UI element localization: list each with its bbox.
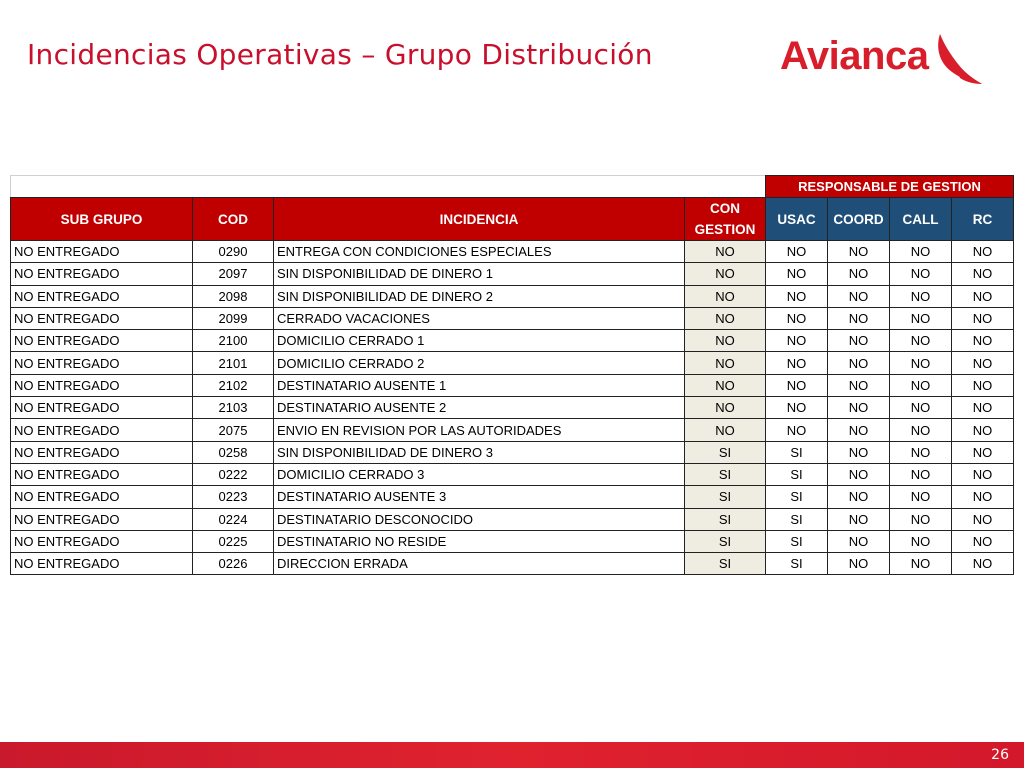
cell-rc: NO (952, 463, 1014, 485)
cell-rc: NO (952, 285, 1014, 307)
cell-incidencia: ENVIO EN REVISION POR LAS AUTORIDADES (274, 419, 685, 441)
cell-coord: NO (828, 330, 890, 352)
table-row (11, 285, 1014, 307)
cell-rc: NO (952, 441, 1014, 463)
cell-sub-grupo: NO ENTREGADO (11, 374, 193, 396)
col-sub-grupo: SUB GRUPO (11, 198, 193, 241)
cell-usac: NO (766, 263, 828, 285)
cell-cod: 0222 (193, 463, 274, 485)
cell-cod: 2100 (193, 330, 274, 352)
cell-con-gestion: NO (685, 352, 766, 374)
table-row (11, 441, 1014, 463)
cell-incidencia: SIN DISPONIBILIDAD DE DINERO 2 (274, 285, 685, 307)
cell-sub-grupo: NO ENTREGADO (11, 463, 193, 485)
slide-title: Incidencias Operativas – Grupo Distribución (27, 38, 653, 71)
cell-sub-grupo: NO ENTREGADO (11, 441, 193, 463)
cell-sub-grupo: NO ENTREGADO (11, 419, 193, 441)
col-rc: RC (952, 198, 1014, 241)
cell-coord: NO (828, 508, 890, 530)
cell-con-gestion: NO (685, 307, 766, 329)
cell-call: NO (890, 374, 952, 396)
table-row (11, 397, 1014, 419)
cell-sub-grupo: NO ENTREGADO (11, 330, 193, 352)
cell-coord: NO (828, 486, 890, 508)
cell-coord: NO (828, 553, 890, 575)
cell-incidencia: DESTINATARIO AUSENTE 1 (274, 374, 685, 396)
cell-con-gestion: SI (685, 441, 766, 463)
cell-rc: NO (952, 352, 1014, 374)
cell-incidencia: ENTREGA CON CONDICIONES ESPECIALES (274, 241, 685, 263)
cell-con-gestion: NO (685, 397, 766, 419)
cell-incidencia: DOMICILIO CERRADO 2 (274, 352, 685, 374)
table-row (11, 330, 1014, 352)
cell-sub-grupo: NO ENTREGADO (11, 530, 193, 552)
page-number: 26 (991, 747, 1009, 763)
cell-usac: NO (766, 285, 828, 307)
cell-usac: SI (766, 508, 828, 530)
cell-usac: NO (766, 419, 828, 441)
cell-sub-grupo: NO ENTREGADO (11, 307, 193, 329)
cell-sub-grupo: NO ENTREGADO (11, 241, 193, 263)
blank-header-cell (11, 176, 766, 198)
incidencias-table (10, 175, 1014, 575)
cell-cod: 0223 (193, 486, 274, 508)
cell-sub-grupo: NO ENTREGADO (11, 486, 193, 508)
cell-cod: 0258 (193, 441, 274, 463)
table-row (11, 463, 1014, 485)
cell-cod: 2098 (193, 285, 274, 307)
table-row (11, 553, 1014, 575)
cell-rc: NO (952, 263, 1014, 285)
cell-usac: SI (766, 553, 828, 575)
cell-call: NO (890, 285, 952, 307)
cell-incidencia: DESTINATARIO AUSENTE 2 (274, 397, 685, 419)
bird-icon (926, 32, 986, 86)
table-row (11, 352, 1014, 374)
cell-cod: 0225 (193, 530, 274, 552)
cell-rc: NO (952, 486, 1014, 508)
cell-con-gestion: NO (685, 374, 766, 396)
cell-coord: NO (828, 263, 890, 285)
cell-con-gestion: NO (685, 285, 766, 307)
table-row (11, 263, 1014, 285)
cell-cod: 2099 (193, 307, 274, 329)
cell-rc: NO (952, 330, 1014, 352)
cell-coord: NO (828, 419, 890, 441)
cell-call: NO (890, 553, 952, 575)
cell-call: NO (890, 352, 952, 374)
cell-sub-grupo: NO ENTREGADO (11, 285, 193, 307)
cell-rc: NO (952, 307, 1014, 329)
cell-incidencia: DIRECCION ERRADA (274, 553, 685, 575)
cell-call: NO (890, 241, 952, 263)
cell-incidencia: DESTINATARIO NO RESIDE (274, 530, 685, 552)
cell-coord: NO (828, 441, 890, 463)
cell-rc: NO (952, 397, 1014, 419)
cell-sub-grupo: NO ENTREGADO (11, 508, 193, 530)
avianca-logo (780, 32, 990, 86)
cell-usac: NO (766, 241, 828, 263)
cell-rc: NO (952, 553, 1014, 575)
cell-call: NO (890, 508, 952, 530)
cell-con-gestion: NO (685, 241, 766, 263)
cell-usac: NO (766, 352, 828, 374)
cell-coord: NO (828, 397, 890, 419)
cell-con-gestion: SI (685, 463, 766, 485)
cell-cod: 2102 (193, 374, 274, 396)
col-con-gestion-line1: CON (710, 201, 740, 216)
cell-con-gestion: NO (685, 419, 766, 441)
cell-call: NO (890, 263, 952, 285)
cell-con-gestion: NO (685, 263, 766, 285)
responsable-header: RESPONSABLE DE GESTION (766, 176, 1014, 198)
cell-coord: NO (828, 241, 890, 263)
cell-incidencia: DESTINATARIO DESCONOCIDO (274, 508, 685, 530)
cell-rc: NO (952, 419, 1014, 441)
cell-usac: NO (766, 397, 828, 419)
cell-coord: NO (828, 463, 890, 485)
cell-call: NO (890, 307, 952, 329)
cell-cod: 2103 (193, 397, 274, 419)
cell-call: NO (890, 330, 952, 352)
column-header-row (11, 198, 1014, 241)
cell-incidencia: DOMICILIO CERRADO 3 (274, 463, 685, 485)
cell-rc: NO (952, 530, 1014, 552)
footer-bar (0, 742, 1024, 768)
cell-call: NO (890, 463, 952, 485)
col-con-gestion (685, 198, 766, 241)
cell-call: NO (890, 530, 952, 552)
cell-cod: 0224 (193, 508, 274, 530)
cell-con-gestion: SI (685, 508, 766, 530)
cell-coord: NO (828, 374, 890, 396)
cell-cod: 2097 (193, 263, 274, 285)
col-cod: COD (193, 198, 274, 241)
cell-usac: NO (766, 374, 828, 396)
cell-incidencia: DOMICILIO CERRADO 1 (274, 330, 685, 352)
cell-usac: SI (766, 486, 828, 508)
cell-incidencia: SIN DISPONIBILIDAD DE DINERO 3 (274, 441, 685, 463)
cell-cod: 2075 (193, 419, 274, 441)
table-row (11, 241, 1014, 263)
cell-call: NO (890, 486, 952, 508)
cell-call: NO (890, 419, 952, 441)
cell-usac: SI (766, 441, 828, 463)
cell-call: NO (890, 441, 952, 463)
cell-rc: NO (952, 508, 1014, 530)
table-row (11, 486, 1014, 508)
logo-text: Avianca (780, 34, 929, 78)
cell-sub-grupo: NO ENTREGADO (11, 263, 193, 285)
cell-sub-grupo: NO ENTREGADO (11, 352, 193, 374)
cell-sub-grupo: NO ENTREGADO (11, 553, 193, 575)
cell-coord: NO (828, 285, 890, 307)
table-row (11, 374, 1014, 396)
cell-cod: 0226 (193, 553, 274, 575)
cell-incidencia: SIN DISPONIBILIDAD DE DINERO 1 (274, 263, 685, 285)
table-row (11, 530, 1014, 552)
table-row (11, 307, 1014, 329)
cell-con-gestion: NO (685, 330, 766, 352)
cell-coord: NO (828, 530, 890, 552)
col-usac: USAC (766, 198, 828, 241)
cell-con-gestion: SI (685, 553, 766, 575)
cell-usac: NO (766, 307, 828, 329)
cell-cod: 0290 (193, 241, 274, 263)
group-header-row (11, 176, 1014, 198)
cell-call: NO (890, 397, 952, 419)
cell-incidencia: DESTINATARIO AUSENTE 3 (274, 486, 685, 508)
col-con-gestion-line2: GESTION (694, 222, 756, 237)
table-row (11, 419, 1014, 441)
col-incidencia: INCIDENCIA (274, 198, 685, 241)
cell-coord: NO (828, 352, 890, 374)
cell-incidencia: CERRADO VACACIONES (274, 307, 685, 329)
col-call: CALL (890, 198, 952, 241)
cell-usac: SI (766, 530, 828, 552)
cell-sub-grupo: NO ENTREGADO (11, 397, 193, 419)
cell-usac: NO (766, 330, 828, 352)
col-coord: COORD (828, 198, 890, 241)
cell-rc: NO (952, 374, 1014, 396)
cell-rc: NO (952, 241, 1014, 263)
cell-coord: NO (828, 307, 890, 329)
cell-con-gestion: SI (685, 530, 766, 552)
cell-con-gestion: SI (685, 486, 766, 508)
table-row (11, 508, 1014, 530)
cell-cod: 2101 (193, 352, 274, 374)
cell-usac: SI (766, 463, 828, 485)
